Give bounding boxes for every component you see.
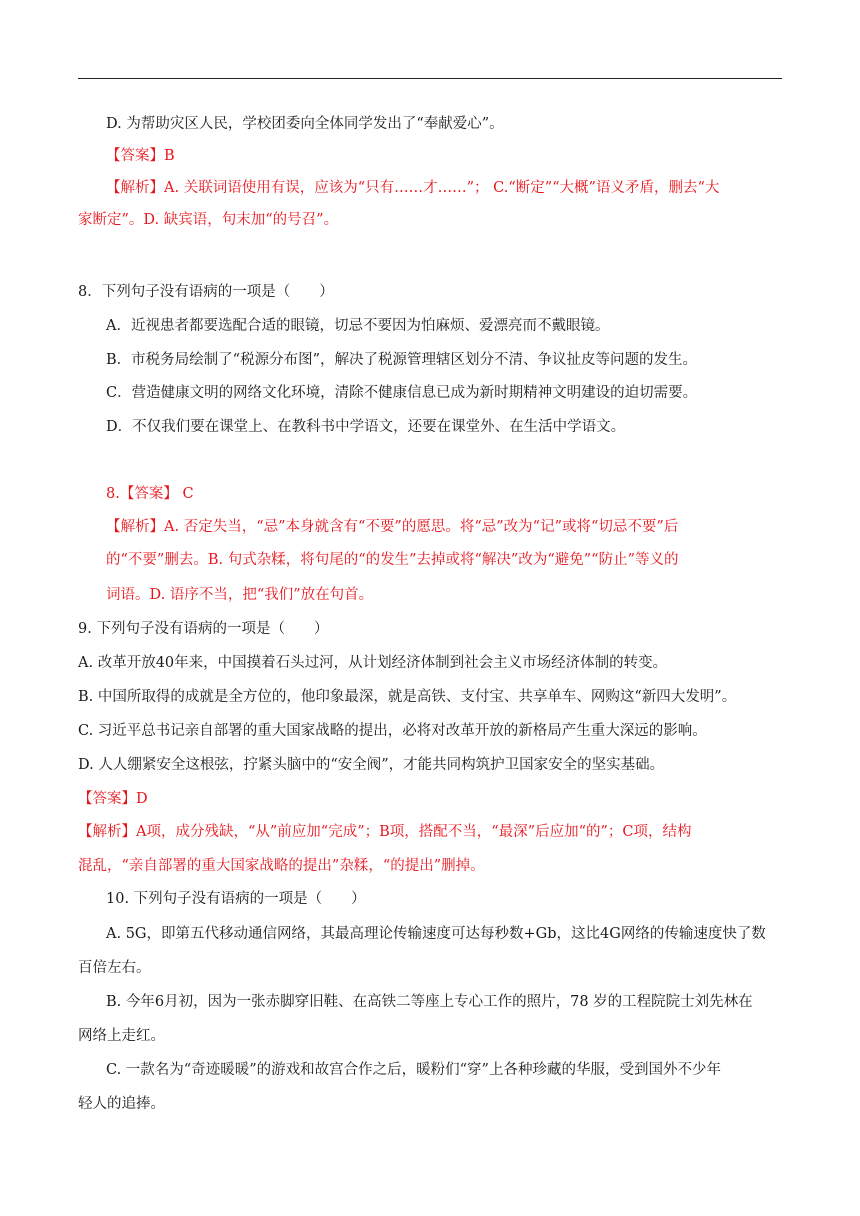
q8-option-a: A．近视患者都要选配合适的眼镜，切忌不要因为怕麻烦、爱漂亮而不戴眼镜。 (106, 318, 610, 334)
q9-stem: 9. 下列句子没有语病的一项是（ ） (78, 621, 329, 637)
q8-stem: 8．下列句子没有语病的一项是（ ） (78, 284, 334, 300)
q8-analysis-1: 【解析】A. 否定失当，“忌”本身就含有“不要”的愿思。将“忌”改为“记”或将“切忌不要”后 (106, 519, 679, 535)
q10-option-c-1: C. 一款名为“奇迹暖暖”的游戏和故宫合作之后，暖粉们“穿”上各种珍藏的华服，受到国外不少年 (106, 1062, 721, 1078)
q7-answer: 【答案】B (106, 148, 175, 164)
q10-option-b-2: 网络上走红。 (78, 1028, 165, 1044)
q9-option-b: B. 中国所取得的成就是全方位的，他印象最深，就是高铁、支付宝、共享单车、网购这“新四大发明”。 (78, 689, 737, 705)
q8-analysis-3: 词语。D. 语序不当，把“我们”放在句首。 (106, 587, 374, 603)
q8-option-b: B．市税务局绘制了“税源分布图”，解决了税源管理辖区划分不清、争议扯皮等问题的发生。 (106, 352, 697, 368)
q8-option-d: D．不仅我们要在课堂上、在教科书中学语文，还要在课堂外、在生活中学语文。 (106, 419, 626, 435)
q8-answer: 8.【答案】 C (106, 486, 194, 502)
q10-option-b-1: B. 今年6月初，因为一张赤脚穿旧鞋、在高铁二等座上专心工作的照片，78 岁的工程院院士刘先林在 (106, 994, 753, 1010)
q9-option-a: A. 改革开放40年来，中国摸着石头过河，从计划经济体制到社会主义市场经济体制的转变。 (78, 655, 668, 671)
q10-option-c-2: 轻人的追捧。 (78, 1096, 165, 1112)
q10-option-a-2: 百倍左右。 (78, 960, 151, 976)
q10-stem: 10. 下列句子没有语病的一项是（ ） (106, 891, 366, 907)
q9-option-d: D. 人人绷紧安全这根弦，拧紧头脑中的“安全阀”，才能共同构筑护卫国家安全的坚实基础。 (78, 757, 665, 773)
q9-analysis-2: 混乱，“亲自部署的重大国家战略的提出”杂糅，“的提出”删掉。 (78, 858, 485, 874)
q9-option-c: C. 习近平总书记亲自部署的重大国家战略的提出，必将对改革开放的新格局产生重大深远的影响。 (78, 723, 707, 739)
header-rule (78, 78, 782, 79)
q7-option-d: D. 为帮助灾区人民，学校团委向全体同学发出了“奉献爱心”。 (106, 116, 504, 132)
q10-option-a-1: A. 5G，即第五代移动通信网络，其最高理论传输速度可达每秒数+Gb，这比4G网络的传输速度快了数 (106, 926, 766, 942)
q9-answer: 【答案】D (78, 791, 148, 807)
q8-analysis-2: 的“不要”删去。B. 句式杂糅，将句尾的“的发生”去掉或将“解决”改为“避免”“防止”等义的 (106, 552, 679, 568)
q7-analysis-2: 家断定”。D. 缺宾语，句末加“的号召”。 (78, 212, 339, 228)
q8-option-c: C．营造健康文明的网络文化环境，清除不健康信息已成为新时期精神文明建设的迫切需要。 (106, 385, 698, 401)
q7-analysis-1: 【解析】A. 关联词语使用有误，应该为“只有……才……”； C.“断定”“大概”语义矛盾，删去“大 (106, 180, 720, 196)
q9-analysis-1: 【解析】A项，成分残缺，“从”前应加“完成”；B项，搭配不当，“最深”后应加“的”；C项，结构 (78, 824, 692, 840)
